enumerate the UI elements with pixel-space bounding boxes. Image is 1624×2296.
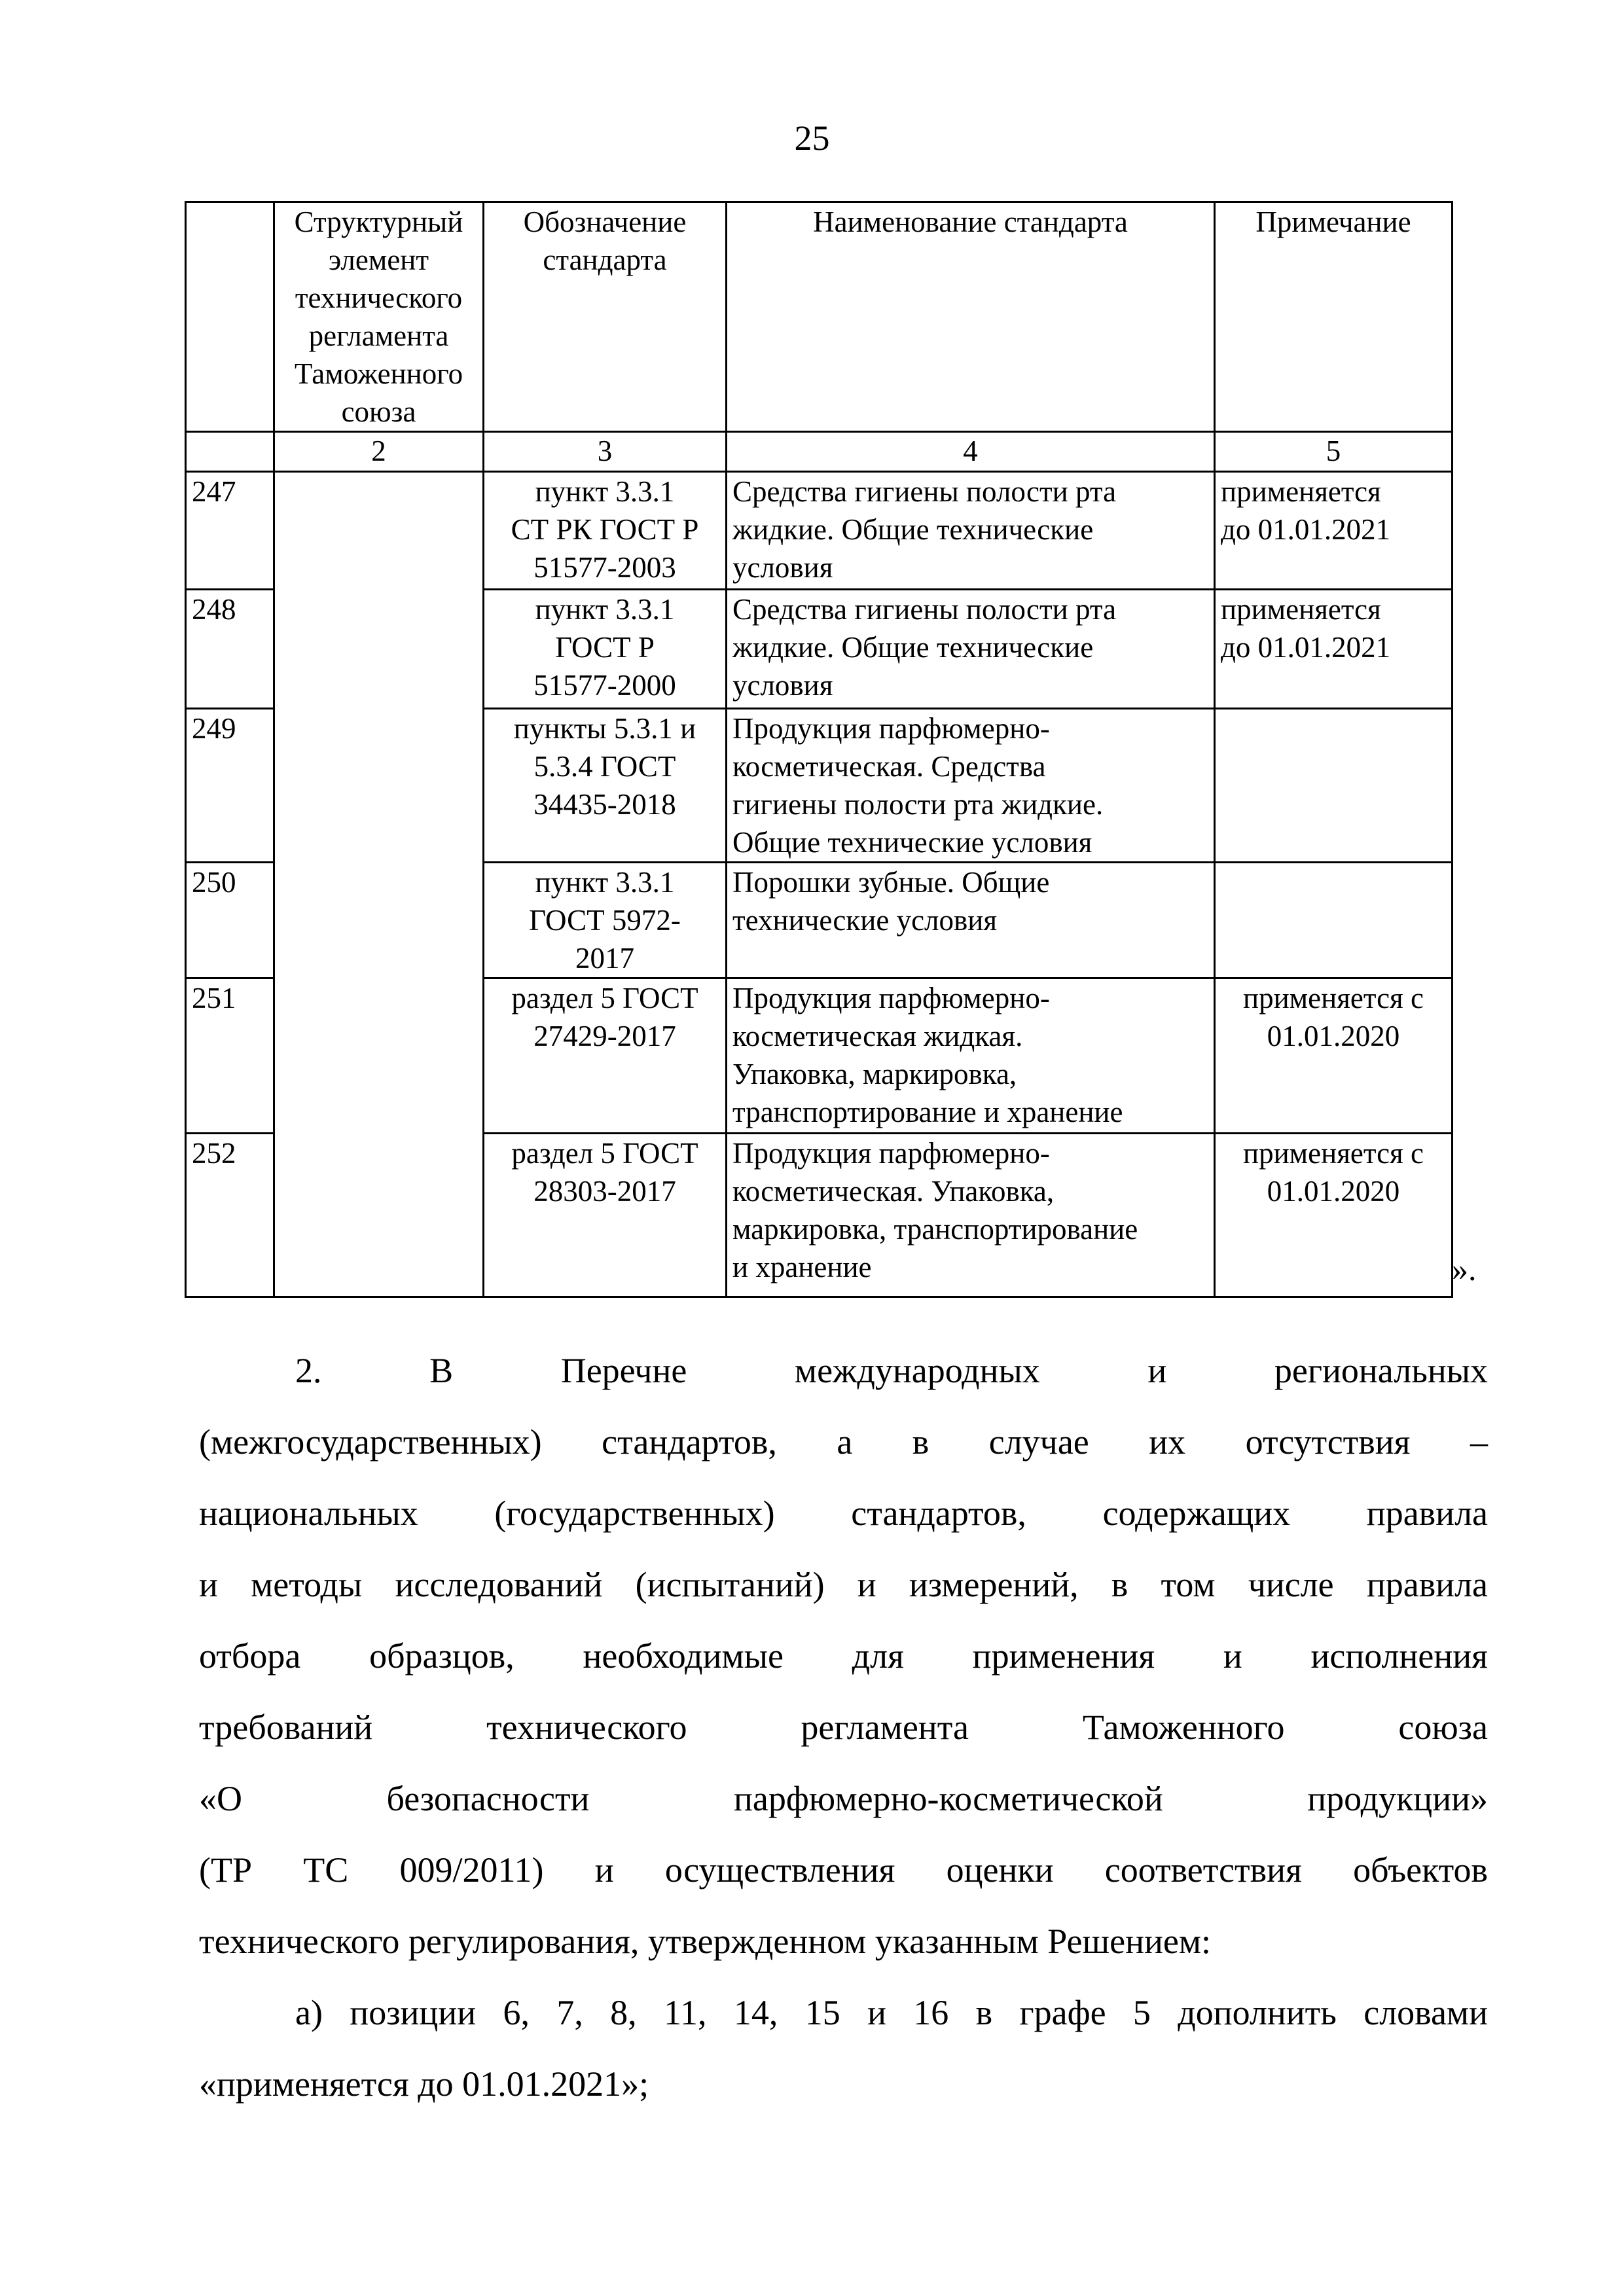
cell-line: 5.3.4 ГОСТ	[533, 750, 676, 783]
cell-line: 27429-2017	[533, 1020, 676, 1052]
cell-line: до 01.01.2021	[1221, 631, 1391, 664]
cell-line: регламента	[308, 319, 449, 352]
cell-line: 01.01.2020	[1267, 1175, 1400, 1208]
cell-line: пункт 3.3.1	[535, 593, 675, 626]
note-cell	[1215, 709, 1453, 863]
structural-element-cell	[274, 709, 484, 863]
cell-line: 28303-2017	[533, 1175, 676, 1208]
cell-line: стандарта	[543, 243, 667, 276]
cell-line: Примечание	[1255, 206, 1411, 238]
page-number: 25	[794, 118, 830, 158]
cell-line: косметическая. Упаковка,	[732, 1175, 1055, 1208]
text-line: и методы исследований (испытаний) и измерений, в том числе правила	[199, 1565, 1488, 1604]
row-number: 248	[186, 590, 274, 709]
cell-line: Общие технические условия	[732, 826, 1092, 859]
header-cell-1	[186, 202, 274, 432]
column-number-row	[186, 432, 1453, 472]
cell-line: транспортирование и хранение	[732, 1096, 1123, 1128]
cell-line: и хранение	[732, 1251, 872, 1283]
cell-line: технические условия	[732, 904, 998, 937]
body-text	[199, 1335, 1488, 2120]
text-line: технического регулирования, утвержденном указанным Решением:	[199, 1922, 1212, 1961]
cell-line: косметическая жидкая.	[732, 1020, 1023, 1052]
table-row	[186, 863, 1453, 978]
structural-element-cell	[274, 1134, 484, 1297]
note-cell	[1215, 472, 1453, 590]
cell-line: союза	[341, 395, 416, 428]
header-structural-element	[274, 202, 484, 432]
cell-line: Продукция парфюмерно-	[732, 1137, 1050, 1170]
row-number: 251	[186, 978, 274, 1134]
text-line: 2. В Перечне международных и региональных	[295, 1351, 1488, 1390]
cell-line: раздел 5 ГОСТ	[511, 982, 698, 1014]
structural-element-cell	[274, 978, 484, 1134]
designation-cell	[484, 472, 727, 590]
designation-cell	[484, 709, 727, 863]
cell-line: Средства гигиены полости рта	[732, 475, 1117, 508]
note-cell	[1215, 863, 1453, 978]
cell-line: СТ РК ГОСТ Р	[511, 513, 699, 546]
note-cell	[1215, 978, 1453, 1134]
designation-cell	[484, 863, 727, 978]
cell-line: косметическая. Средства	[732, 750, 1046, 783]
standard-name-cell	[727, 1134, 1215, 1297]
cell-line: Продукция парфюмерно-	[732, 712, 1050, 745]
standard-name-cell	[727, 978, 1215, 1134]
cell-line: применяется	[1221, 593, 1381, 626]
standard-name-cell	[727, 590, 1215, 709]
cell-line: гигиены полости рта жидкие.	[732, 788, 1104, 821]
note-cell	[1215, 590, 1453, 709]
cell-line: раздел 5 ГОСТ	[511, 1137, 698, 1170]
text-line: (ТР ТС 009/2011) и осуществления оценки соответствия объектов	[199, 1850, 1488, 1890]
cell-line: жидкие. Общие технические	[732, 631, 1094, 664]
cell-line: 34435-2018	[533, 788, 676, 821]
table-row	[186, 472, 1453, 590]
standard-name-cell	[727, 472, 1215, 590]
cell-line: условия	[732, 551, 833, 584]
standards-table	[185, 201, 1453, 1298]
column-number: 2	[274, 432, 484, 472]
closing-quote: ».	[1452, 1251, 1477, 1287]
header-designation	[484, 202, 727, 432]
structural-element-cell	[274, 472, 484, 590]
cell-line: условия	[732, 669, 833, 702]
table-row	[186, 590, 1453, 709]
cell-line: до 01.01.2021	[1221, 513, 1391, 546]
cell-line: ГОСТ 5972-	[529, 904, 681, 937]
cell-line: жидкие. Общие технические	[732, 513, 1094, 546]
row-number: 249	[186, 709, 274, 863]
cell-line: 51577-2003	[533, 551, 676, 584]
cell-line: Упаковка, маркировка,	[732, 1058, 1017, 1090]
cell-line: Средства гигиены полости рта	[732, 593, 1117, 626]
cell-line: элемент	[328, 243, 429, 276]
cell-line: маркировка, транспортирование	[732, 1213, 1138, 1246]
text-line: «применяется до 01.01.2021»;	[199, 2064, 649, 2104]
designation-cell	[484, 978, 727, 1134]
table-row	[186, 1134, 1453, 1297]
designation-cell	[484, 590, 727, 709]
cell-line: Структурный	[294, 206, 463, 238]
cell-line: пункт 3.3.1	[535, 475, 675, 508]
cell-line: Обозначение	[523, 206, 687, 238]
cell-line: пункты 5.3.1 и	[513, 712, 696, 745]
cell-line: Наименование стандарта	[813, 206, 1128, 238]
table-row	[186, 709, 1453, 863]
cell-line: применяется	[1221, 475, 1381, 508]
table-row	[186, 978, 1453, 1134]
text-line: (межгосударственных) стандартов, а в случае их отсутствия –	[199, 1422, 1488, 1462]
cell-line: 2017	[575, 942, 634, 975]
row-number: 247	[186, 472, 274, 590]
column-number: 5	[1215, 432, 1453, 472]
cell-line: Таможенного	[294, 357, 463, 390]
text-line: национальных (государственных) стандартов, содержащих правила	[199, 1494, 1488, 1533]
text-line: требований технического регламента Таможенного союза	[199, 1708, 1488, 1747]
column-number	[186, 432, 274, 472]
cell-line: 01.01.2020	[1267, 1020, 1400, 1052]
cell-line: технического	[295, 281, 463, 314]
cell-line: применяется с	[1243, 1137, 1424, 1170]
cell-line: Порошки зубные. Общие	[732, 866, 1050, 899]
header-standard-name	[727, 202, 1215, 432]
cell-line: пункт 3.3.1	[535, 866, 675, 899]
standard-name-cell	[727, 709, 1215, 863]
cell-line: применяется с	[1243, 982, 1424, 1014]
text-line: отбора образцов, необходимые для применения и исполнения	[199, 1636, 1488, 1676]
note-cell	[1215, 1134, 1453, 1297]
column-number: 4	[727, 432, 1215, 472]
cell-line: 51577-2000	[533, 669, 676, 702]
row-number: 252	[186, 1134, 274, 1297]
text-line: «О безопасности парфюмерно-косметической продукции»	[199, 1779, 1488, 1818]
header-note	[1215, 202, 1453, 432]
structural-element-cell	[274, 590, 484, 709]
text-line: а) позиции 6, 7, 8, 11, 14, 15 и 16 в графе 5 дополнить словами	[295, 1993, 1488, 2032]
row-number: 250	[186, 863, 274, 978]
cell-line: ГОСТ Р	[555, 631, 655, 664]
standard-name-cell	[727, 863, 1215, 978]
cell-line: Продукция парфюмерно-	[732, 982, 1050, 1014]
column-number: 3	[484, 432, 727, 472]
structural-element-cell	[274, 863, 484, 978]
table-header-row	[186, 202, 1453, 432]
designation-cell	[484, 1134, 727, 1297]
